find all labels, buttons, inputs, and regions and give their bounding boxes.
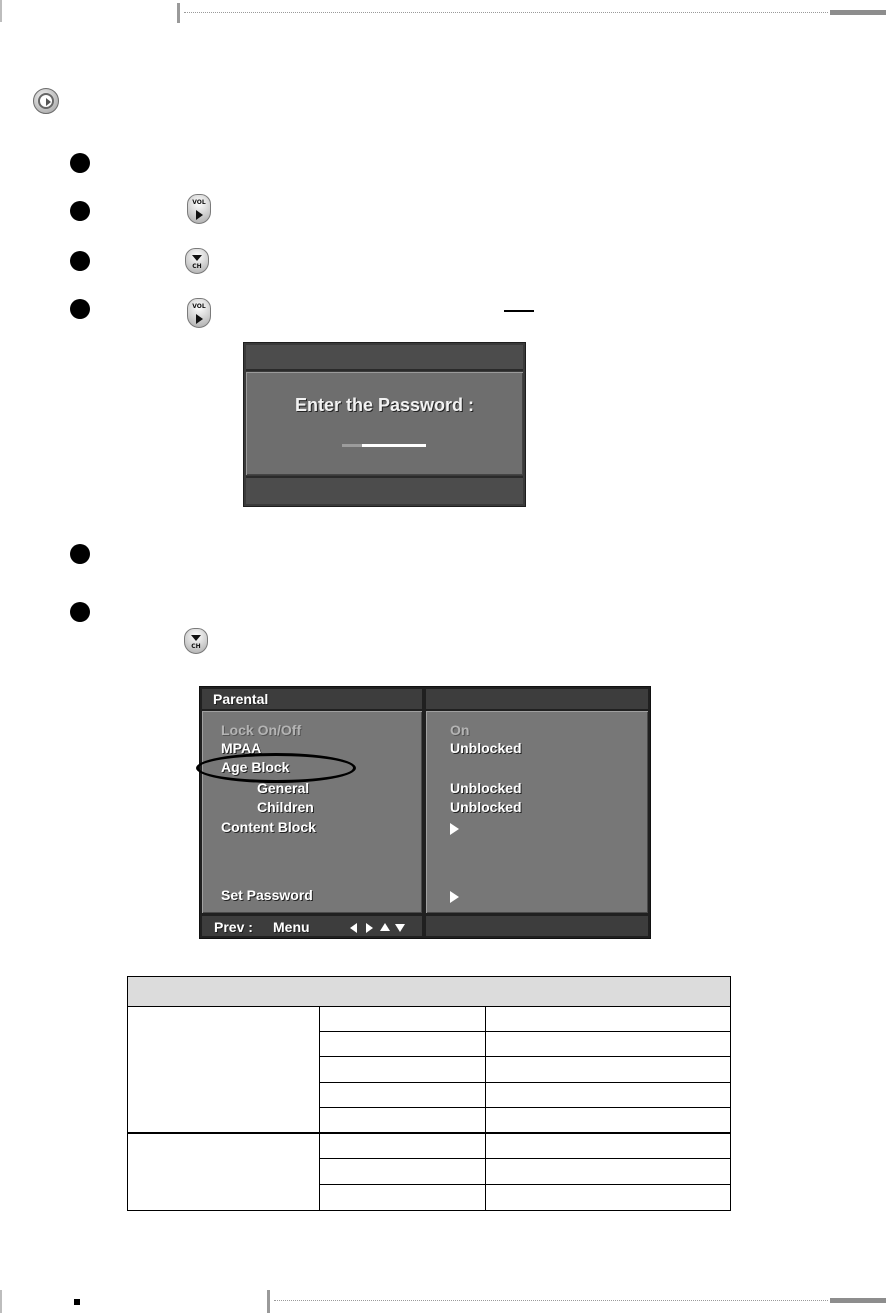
menu-footer-menu: Menu bbox=[273, 919, 310, 935]
footer-square-icon bbox=[74, 1299, 80, 1305]
table-row-divider bbox=[319, 1031, 730, 1032]
menu-item-lock[interactable]: Lock On/Off bbox=[221, 722, 302, 738]
header-left-edge bbox=[0, 0, 2, 22]
step-1-bullet bbox=[70, 153, 90, 173]
step-6-bullet bbox=[70, 602, 90, 622]
age-block-highlight bbox=[196, 753, 356, 783]
password-dialog bbox=[243, 342, 526, 507]
table-group-divider bbox=[128, 1132, 730, 1134]
menu-item-children[interactable]: Children bbox=[257, 799, 314, 815]
step-2-bullet bbox=[70, 201, 90, 221]
menu-item-general[interactable]: General bbox=[257, 780, 310, 796]
password-entry-field[interactable] bbox=[342, 444, 426, 447]
footer-left-edge bbox=[0, 1290, 2, 1313]
submenu-arrow-icon[interactable] bbox=[450, 823, 459, 835]
nav-left-icon bbox=[350, 923, 357, 933]
step-5-bullet bbox=[70, 544, 90, 564]
table-row-divider bbox=[319, 1107, 730, 1108]
submenu-arrow-icon[interactable] bbox=[450, 891, 459, 903]
menu-value-mpaa: Unblocked bbox=[450, 740, 522, 756]
password-dialog-footer bbox=[246, 476, 523, 504]
menu-item-age-block[interactable]: Age Block bbox=[221, 759, 290, 775]
vol-right-button-icon: VOL bbox=[187, 194, 211, 224]
footer-dotted-rule bbox=[274, 1300, 828, 1301]
table-col-divider bbox=[485, 1006, 486, 1211]
table-row-divider bbox=[319, 1158, 730, 1159]
nav-up-icon bbox=[380, 923, 390, 931]
header-endcap bbox=[830, 10, 886, 15]
underline-mark bbox=[504, 310, 534, 312]
menu-title: Parental bbox=[213, 691, 269, 707]
header-divider bbox=[177, 3, 180, 23]
menu-item-content-block[interactable]: Content Block bbox=[221, 819, 316, 835]
header-dotted-rule bbox=[184, 12, 828, 13]
password-dialog-header bbox=[246, 345, 523, 371]
step-3-bullet bbox=[70, 251, 90, 271]
password-prompt: Enter the Password : bbox=[294, 395, 475, 415]
table-row-divider bbox=[319, 1082, 730, 1083]
footer-endcap bbox=[830, 1298, 886, 1303]
table-col-divider bbox=[319, 1006, 320, 1211]
circle-play-icon bbox=[33, 88, 59, 114]
password-dialog-body bbox=[246, 372, 523, 475]
nav-down-icon bbox=[395, 924, 405, 932]
ratings-table bbox=[127, 976, 731, 1211]
step-4-bullet bbox=[70, 299, 90, 319]
menu-item-mpaa[interactable]: MPAA bbox=[221, 740, 262, 756]
menu-value-general: Unblocked bbox=[450, 780, 522, 796]
menu-footer-prev: Prev : bbox=[214, 919, 253, 935]
ch-down-button-icon: CH bbox=[185, 248, 209, 274]
table-header bbox=[128, 977, 730, 1007]
menu-item-set-password[interactable]: Set Password bbox=[221, 887, 313, 903]
nav-right-icon bbox=[366, 923, 373, 933]
table-row-divider bbox=[319, 1184, 730, 1185]
menu-footer-right bbox=[426, 916, 648, 936]
vol-right-button-icon: VOL bbox=[187, 298, 211, 328]
table-row-divider bbox=[319, 1056, 730, 1057]
menu-value-children: Unblocked bbox=[450, 799, 522, 815]
ch-down-button-icon: CH bbox=[184, 628, 208, 654]
menu-value-lock: On bbox=[450, 722, 470, 738]
menu-header-right bbox=[426, 689, 648, 709]
footer-divider bbox=[267, 1290, 270, 1313]
